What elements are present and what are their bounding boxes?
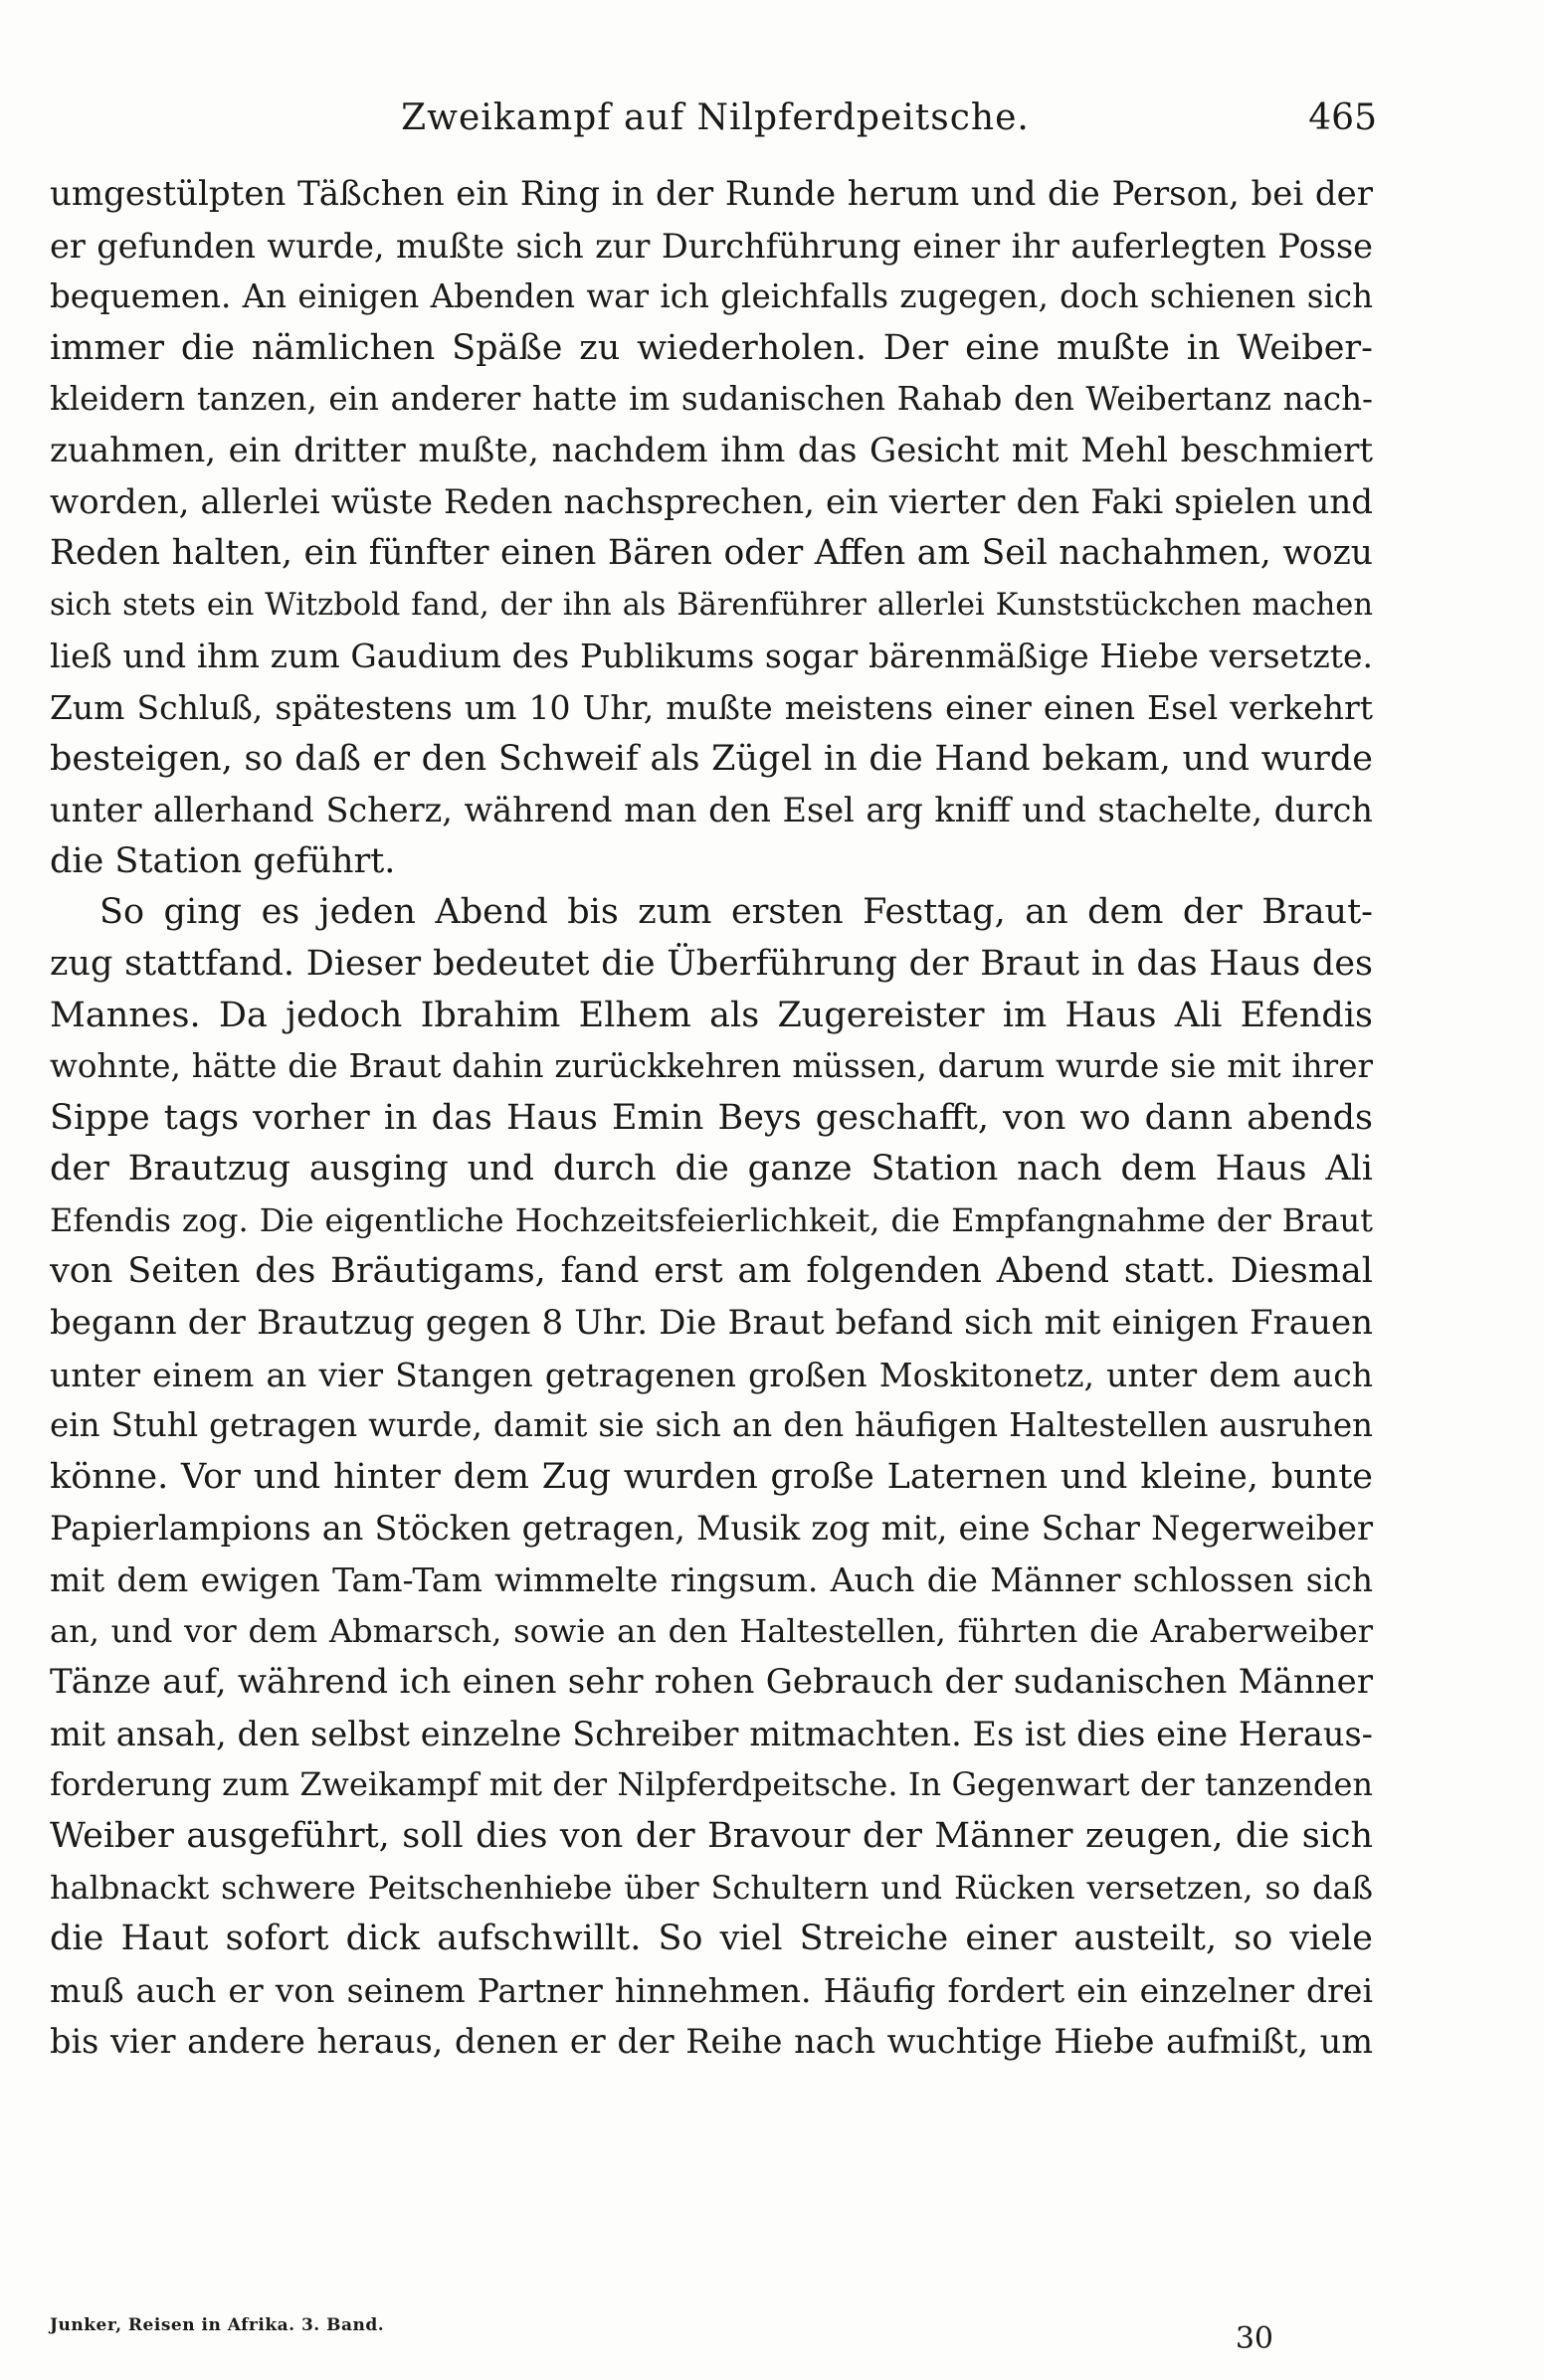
text-line: bequemen. An einigen Abenden war ich gleichfalls zugegen, doch schienen sich <box>50 277 1373 316</box>
signature-mark: 30 <box>1235 2321 1273 2356</box>
text-line: halbnackt schwere Peitschenhiebe über Schultern und Rücken versetzen, so daß <box>50 1868 1373 1907</box>
text-line: die Station geführt. <box>50 840 396 881</box>
text-line: der Brautzug ausging und durch die ganze Station nach dem Haus Ali <box>50 1149 1373 1190</box>
footer-book-note: Junker, Reisen in Afrika. 3. Band. <box>50 2315 385 2335</box>
text-line: ein Stuhl getragen wurde, damit sie sich an den häufigen Haltestellen ausruhen <box>50 1406 1373 1445</box>
text-line: zug stattfand. Dieser bedeutet die Überführung der Braut in das Haus des <box>50 943 1373 984</box>
running-title: Zweikampf auf Nilpferdpeitsche. <box>401 97 1030 138</box>
running-header <box>54 97 1377 147</box>
text-line: an, und vor dem Abmarsch, sowie an den Haltestellen, führten die Araberweiber <box>50 1611 1373 1650</box>
text-line: muß auch er von seinem Partner hinnehmen. Häufig fordert ein einzelner drei <box>50 1970 1373 2010</box>
text-line: Sippe tags vorher in das Haus Emin Beys geschafft, von wo dann abends <box>50 1097 1373 1138</box>
text-line: Mannes. Da jedoch Ibrahim Elhem als Zugereister im Haus Ali Efendis <box>50 995 1373 1035</box>
text-line: kleidern tanzen, ein anderer hatte im sudanischen Rahab den Weibertanz nach- <box>50 380 1373 419</box>
text-line: umgestülpten Täßchen ein Ring in der Runde herum und die Person, bei der <box>50 174 1373 214</box>
text-line: zuahmen, ein dritter mußte, nachdem ihm das Gesicht mit Mehl beschmiert <box>50 430 1373 470</box>
text-line: von Seiten des Bräutigams, fand erst am folgenden Abend statt. Diesmal <box>50 1251 1373 1292</box>
text-line: ließ und ihm zum Gaudium des Publikums sogar bärenmäßige Hiebe versetzte. <box>50 637 1373 676</box>
body-text <box>50 169 1373 2068</box>
text-line: unter allerhand Scherz, während man den Esel arg kniff und stachelte, durch <box>50 791 1373 830</box>
text-line: mit dem ewigen Tam-Tam wimmelte ringsum. Auch die Männer schlossen sich <box>50 1560 1373 1600</box>
text-line: sich stets ein Witzbold fand, der ihn als Bärenführer allerlei Kunststückchen machen <box>50 587 1373 623</box>
text-line: Efendis zog. Die eigentliche Hochzeitsfeierlichkeit, die Empfangnahme der Braut <box>50 1200 1373 1239</box>
text-line: bis vier andere heraus, denen er der Reihe nach wuchtige Hiebe aufmißt, um <box>50 2022 1373 2062</box>
text-line: könne. Vor und hinter dem Zug wurden große Laternen und kleine, bunte <box>50 1456 1373 1497</box>
text-line: Reden halten, ein fünfter einen Bären oder Affen am Seil nachahmen, wozu <box>50 533 1373 574</box>
text-line: Zum Schluß, spätestens um 10 Uhr, mußte meistens einer einen Esel verkehrt <box>50 687 1373 727</box>
text-line: besteigen, so daß er den Schweif als Zügel in die Hand bekam, und wurde <box>50 738 1373 779</box>
text-line: Tänze auf, während ich einen sehr rohen Gebrauch der sudanischen Männer <box>50 1662 1373 1703</box>
text-line: unter einem an vier Stangen getragenen großen Moskitonetz, unter dem auch <box>50 1355 1373 1394</box>
page-footer <box>50 2315 1273 2365</box>
text-line: worden, allerlei wüste Reden nachsprechen, ein vierter den Faki spielen und <box>50 481 1373 522</box>
text-line: wohnte, hätte die Braut dahin zurückkehren müssen, darum wurde sie mit ihrer <box>50 1047 1373 1086</box>
text-line: immer die nämlichen Späße zu wiederholen. Der eine mußte in Weiber- <box>50 327 1373 368</box>
text-line: forderung zum Zweikampf mit der Nilpferdpeitsche. In Gegenwart der tanzenden <box>50 1765 1373 1804</box>
text-line: begann der Brautzug gegen 8 Uhr. Die Braut befand sich mit einigen Frauen <box>50 1303 1373 1344</box>
text-line: die Haut sofort dick aufschwillt. So viel Streiche einer austeilt, so viele <box>50 1919 1373 1959</box>
text-line: So ging es jeden Abend bis zum ersten Festtag, an dem der Braut- <box>99 892 1373 933</box>
text-line: Weiber ausgeführt, soll dies von der Bravour der Männer zeugen, die sich <box>50 1816 1373 1856</box>
text-line: er gefunden wurde, mußte sich zur Durchführung einer ihr auferlegten Posse <box>50 226 1373 266</box>
text-line: Papierlampions an Stöcken getragen, Musik zog mit, eine Schar Negerweiber <box>50 1509 1373 1549</box>
text-line: mit ansah, den selbst einzelne Schreiber mitmachten. Es ist dies eine Heraus- <box>50 1714 1373 1753</box>
page-number: 465 <box>1308 97 1377 138</box>
